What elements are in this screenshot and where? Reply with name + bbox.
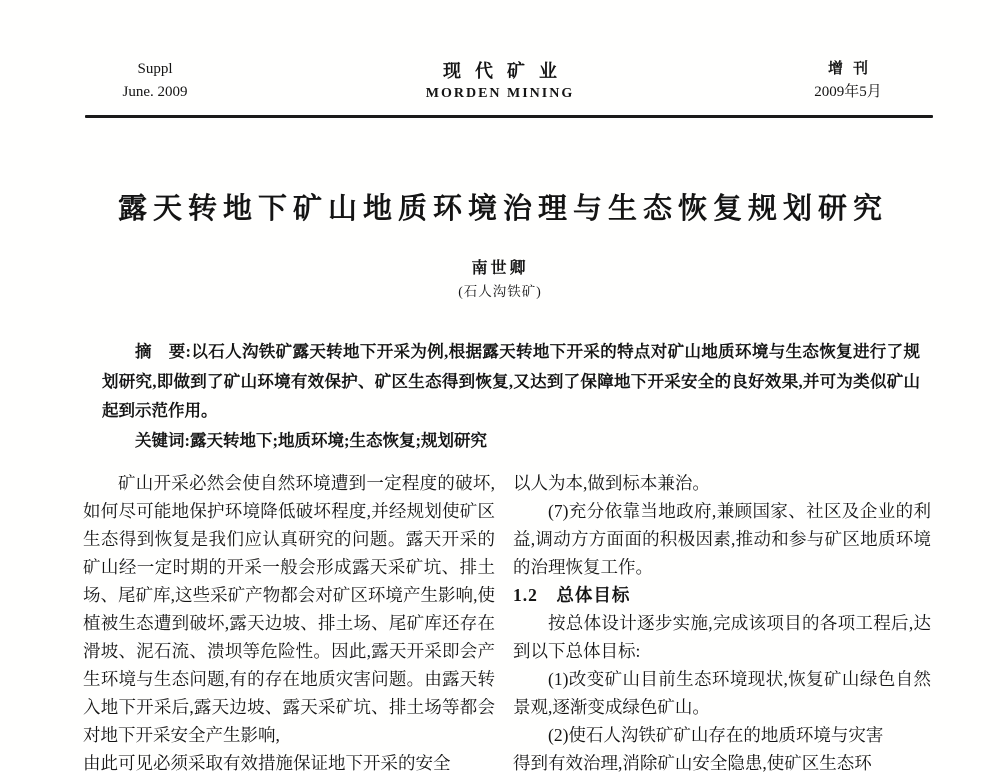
paragraph-continuation: 以人为本,做到标本兼治。 [513,473,710,493]
header-date-en: June. 2009 [122,84,188,100]
author-affiliation: (石人沟铁矿) [458,284,542,299]
abstract-paragraph [102,337,920,426]
body-paragraph-intro: 矿山开采必然会使自然环境遭到一定程度的破坏,如何尽可能地保护环境降低破坏程度,并经规划使矿区生态得到恢复是我们应认真研究的问题。露天开采的矿山经一定时期的开采一般会形成露天采矿坑、排土场、尾矿库,这些采矿产物都会对矿区环境产生影响,使植被生态遭到破坏,露天边坡、排土场、尾矿库还存在滑坡、泥石流、溃坝等危险性。因此,露天开采即会产生环境与生态问题,有的存在地质灾害问题。由露天转入地下开采后,露天边坡、露天采矿坑、排土场等都会对地下开采安全产生影响, [83,473,495,745]
journal-title-en: MORDEN MINING [425,86,575,101]
paragraph-goal-2: (2)使石人沟铁矿矿山存在的地质环境与灾害 [548,725,884,745]
header-rule [85,115,933,118]
header-date-cn: 2009年5月 [814,84,882,100]
journal-title-cn: 现代矿业 [443,61,571,81]
body-columns [83,469,931,773]
keywords-text: 露天转地下;地质环境;生态恢复;规划研究 [190,430,487,450]
abstract-label: 摘 要: [135,342,192,361]
section-heading-1-2: 1.2 总体目标 [513,585,631,605]
author-name: 南世卿 [471,260,529,277]
paragraph-goal-1: (1)改变矿山目前生态环境现状,恢复矿山绿色自然景观,逐渐变成绿色矿山。 [513,669,931,717]
clipped-line-right: 得到有效治理,消除矿山安全隐患,使矿区生态环 [513,753,872,773]
paragraph-overall-goals: 按总体设计逐步实施,完成该项目的各项工程后,达到以下总体目标: [513,613,931,661]
keywords-line [102,426,920,456]
abstract-section [102,337,920,455]
header-right [788,58,908,104]
paragraph-item-7: (7)充分依靠当地政府,兼顾国家、社区及企业的利益,调动方方面面的积极因素,推动和参与矿区地质环境的治理恢复工作。 [513,501,931,577]
clipped-line-left: 由此可见必须采取有效措施保证地下开采的安全 [83,753,451,773]
keywords-label: 关键词: [135,430,190,450]
right-column [513,469,931,773]
header-issue-cn: 增刊 [827,61,878,77]
header-suppl: Suppl [137,61,173,77]
abstract-text: 以石人沟铁矿露天转地下开采为例,根据露天转地下开采的特点对矿山地质环境与生态恢复进行了规划研究,即做到了矿山环境有效保护、矿区生态得到恢复,又达到了保障地下开采安全的良好效果,并可为类似矿山起到示范作用。 [102,342,921,420]
paper-title: 露天转地下矿山地质环境治理与生态恢复规划研究 [117,193,888,225]
left-column [83,469,495,773]
